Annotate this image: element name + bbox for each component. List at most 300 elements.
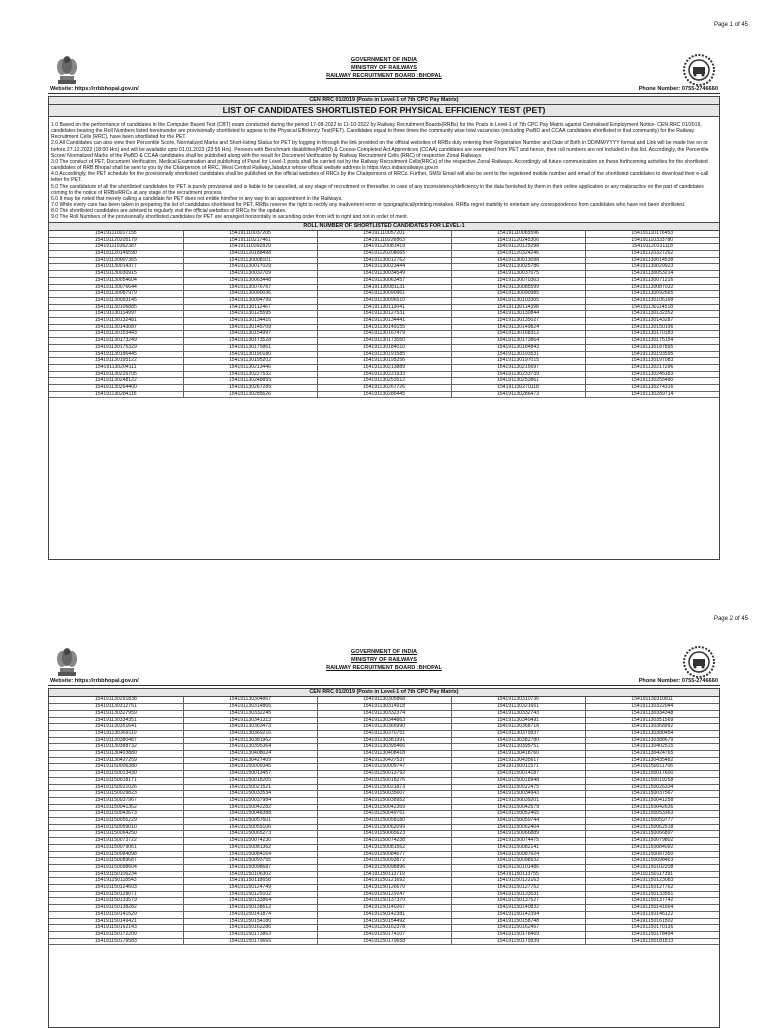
- roll-number-cell: 154191150049761: [317, 811, 451, 818]
- roll-number-cell: 154191150021873: [317, 784, 451, 791]
- roll-number-cell: 154191150113719: [317, 871, 451, 878]
- notice-title: CEN RRC 01/2019 (Posts in Level-1 of 7th CPC Pay Matrix): [49, 689, 719, 697]
- roll-number-cell: 154191130085599: [451, 284, 585, 291]
- roll-number-cell: 154191130435617: [451, 757, 585, 764]
- roll-number-cell: 154191150059744: [451, 818, 585, 825]
- roll-number-cell: 154191150029823: [49, 791, 183, 798]
- roll-number-cell: 154191150162143: [49, 925, 183, 932]
- table-row: [49, 710, 719, 717]
- roll-number-cell: 154191130113041: [317, 304, 451, 311]
- roll-number-cell: 154191130213889: [317, 364, 451, 371]
- document-body: [48, 96, 720, 560]
- roll-number-cell: 154191120245306: [451, 237, 585, 244]
- roll-number-heading: ROLL NUMBER OF SHORTLISTED CANDIDATES FOR LEVEL-1: [49, 223, 719, 231]
- roll-number-cell: 154191130289714: [585, 391, 719, 398]
- roll-number-cell: 154191130388679: [585, 737, 719, 744]
- roll-number-cell: 154191130132352: [585, 311, 719, 318]
- roll-number-cell: 154191150106302: [183, 871, 317, 878]
- roll-number-cell: 154191130285626: [183, 391, 317, 398]
- roll-number-cell: 154191150179665: [183, 938, 317, 945]
- roll-number-cell: 154191130025786: [451, 264, 585, 271]
- roll-number-cell: 154191110176453: [585, 231, 719, 238]
- roll-number-cell: 154191130380454: [585, 730, 719, 737]
- roll-number-cell: 154191130370751: [317, 730, 451, 737]
- roll-number-cell: 154191150087624: [451, 851, 585, 858]
- roll-number-cell: 154191130127531: [317, 311, 451, 318]
- roll-number-cell: 154191150098932: [451, 858, 585, 865]
- roll-number-cell: 154191110226863: [317, 237, 451, 244]
- instruction-7: 7.0 While every care has been taken in preparing the list of candidates shortlisted for PET, RRBs reserve the right to rectify any inadvertent error or typographical/printing mistakes. RRBs regret inability to entertain any correspondence from candidates who have not been shortlisted.: [51, 202, 686, 209]
- roll-number-cell: 154191130184843: [451, 344, 585, 351]
- roll-number-cell: 154191130149824: [451, 324, 585, 331]
- roll-number-cell: 154191130402515: [585, 744, 719, 751]
- page-number: Page 2 of 45: [713, 616, 748, 622]
- roll-number-table: [49, 697, 719, 945]
- roll-number-cell: 154191130248122: [49, 378, 183, 385]
- roll-number-cell: 154191150137370: [317, 898, 451, 905]
- instruction-2: 2.0 All Candidates can also view their Percentile Score, Normalized Marks and Short-listing Status for PET by logging in through the link provided on the official websites of RRBs duly entering their Registration Number and Date of Birth in DD/MM/YYYY format and Link will be made live on or before 27.12.2022 (18:00 Hrs) and will be available upto 01.01.2023 (23:55 Hrs). Persons with Benchmark disabilities(PwBD) & Course Completed Act Apprentices (CCAA) candidates are exempted from PET and hence, their roll numbers are not included in this list. Accordingly, the Percentile Score/ Normalized Marks of the PwBD & CCAA candidates shall be published along with the result for Document Verification by Railway Recruitment Cells (RRC) of respective Zonal Railways.: [51, 140, 709, 159]
- roll-number-cell: 154191130014377: [49, 264, 183, 271]
- roll-number-cell: 154191150033534: [183, 791, 317, 798]
- instruction-6: 6.0 It may be noted that merely calling a candidate for PET does not entitle him/her in any way to an appointment in the Railways.: [51, 195, 343, 202]
- roll-number-cell: 154191130135027: [451, 318, 585, 325]
- instruction-9: 9.0 The Roll Numbers of the provisionally shortlisted candidates for PET are arranged horizontally in ascending order from left to right and not in order of merit.: [51, 214, 409, 221]
- roll-number-cell: 154191130190180: [183, 351, 317, 358]
- roll-number-cell: 154191130424765: [585, 751, 719, 758]
- roll-number-cell: 154191150011706: [585, 764, 719, 771]
- roll-number-cell: 154191150042673: [49, 811, 183, 818]
- roll-number-cell: 154191130435482: [585, 757, 719, 764]
- roll-number-cell: 154191130087032: [585, 284, 719, 291]
- roll-number-cell: 154191150062518: [585, 824, 719, 831]
- roll-number-cell: 154191130173864: [451, 338, 585, 345]
- roll-number-cell: 154191150058180: [317, 818, 451, 825]
- roll-number-cell: 154191130349491: [451, 717, 585, 724]
- roll-number-cell: 154191150127762: [585, 885, 719, 892]
- roll-number-cell: 154191150041258: [585, 797, 719, 804]
- roll-number-cell: 154191150042282: [183, 804, 317, 811]
- roll-number-cell: 154191150149421: [49, 918, 183, 925]
- roll-number-cell: 154191130253512: [317, 378, 451, 385]
- roll-number-cell: 154191130267285: [183, 385, 317, 392]
- roll-number-cell: 154191150179939: [451, 938, 585, 945]
- roll-number-cell: 154191130334348: [585, 710, 719, 717]
- roll-number-cell: 154191150133864: [183, 898, 317, 905]
- roll-number-cell: 154191150074230: [183, 838, 317, 845]
- roll-number-cell: 154191130381962: [183, 737, 317, 744]
- roll-number-cell: 154191150059106: [183, 824, 317, 831]
- roll-number-cell: 154191130332374: [317, 710, 451, 717]
- roll-number-cell: 154191130195202: [183, 358, 317, 365]
- roll-number-cell: 154191130286473: [451, 391, 585, 398]
- roll-number-cell: 154191130255480: [585, 378, 719, 385]
- roll-number-cell: 154191130112467: [183, 304, 317, 311]
- roll-number-cell: 154191150093755: [183, 858, 317, 865]
- roll-number-cell: 154191130092665: [585, 291, 719, 298]
- roll-number-cell: 154191150141664: [585, 905, 719, 912]
- rrb-logo-icon: [682, 645, 716, 679]
- roll-number-cell: 154191130063457: [317, 277, 451, 284]
- roll-number-cell: 154191130093145: [49, 297, 183, 304]
- roll-number-cell: 154191150074475: [451, 838, 585, 845]
- roll-number-cell: 154191150137742: [585, 898, 719, 905]
- roll-number-cell: 154191150062099: [317, 824, 451, 831]
- roll-number-cell: 154191130173249: [49, 338, 183, 345]
- roll-number-cell: 154191130070363: [451, 277, 585, 284]
- roll-number-cell: 154191130063448: [183, 277, 317, 284]
- roll-number-cell: 154191130204111: [49, 364, 183, 371]
- roll-number-cell: 154191110037205: [183, 231, 317, 238]
- roll-number-cell: 154191150021521: [183, 784, 317, 791]
- roll-number-cell: 154191130154997: [183, 331, 317, 338]
- roll-number-cell: 154191130351569: [585, 717, 719, 724]
- roll-number-cell: 154191130150196: [585, 324, 719, 331]
- contact-bar: [48, 85, 720, 94]
- roll-number-cell: 154191150118658: [183, 878, 317, 885]
- roll-number-cell: 154191150178469: [451, 932, 585, 939]
- roll-number-cell: 154191130368718: [451, 724, 585, 731]
- roll-number-cell: 154191150161502: [585, 918, 719, 925]
- roll-number-cell: 154191150084677: [317, 851, 451, 858]
- office-header: [48, 648, 720, 672]
- ministry-title: MINISTRY OF RAILWAYS: [351, 65, 417, 71]
- roll-number-cell: 154191150129247: [317, 891, 451, 898]
- roll-number-cell: 154191150084092: [585, 844, 719, 851]
- roll-number-cell: 154191130197083: [585, 358, 719, 365]
- roll-number-cell: 154191130143287: [585, 318, 719, 325]
- roll-number-cell: 154191130332245: [183, 710, 317, 717]
- roll-number-cell: 154191150162457: [451, 925, 585, 932]
- roll-number-cell: 154191130187895: [585, 344, 719, 351]
- roll-number-cell: 154191150141529: [49, 911, 183, 918]
- roll-number-cell: 154191150118543: [49, 878, 183, 885]
- roll-number-cell: 154191120205179: [49, 237, 183, 244]
- phone-number: Phone Number: 0755-2746660: [638, 86, 718, 92]
- roll-number-cell: 154191130186445: [49, 351, 183, 358]
- roll-number-cell: 154191150101486: [451, 864, 585, 871]
- roll-number-cell: 154191130310811: [585, 697, 719, 704]
- roll-number-cell: 154191130227532: [183, 371, 317, 378]
- roll-number-cell: 154191150084098: [49, 851, 183, 858]
- roll-number-cell: 154191130132481: [49, 318, 183, 325]
- roll-number-cell: 154191150079061: [49, 844, 183, 851]
- roll-number-cell: 154191150098687: [183, 864, 317, 871]
- roll-number-cell: 154191150124603: [49, 885, 183, 892]
- roll-number-cell: 154191150126670: [317, 885, 451, 892]
- roll-number-cell: 154191150138282: [49, 905, 183, 912]
- roll-number-cell: 154191130114518: [585, 304, 719, 311]
- roll-number-cell: 154191150062404: [451, 824, 585, 831]
- roll-number-cell: 154191130388732: [49, 744, 183, 751]
- roll-number-cell: 154191130233739: [451, 371, 585, 378]
- roll-number-cell: 154191130007365: [49, 257, 183, 264]
- roll-number-cell: 154191130395364: [183, 744, 317, 751]
- roll-number-cell: 154191130332743: [451, 710, 585, 717]
- roll-number-cell: 154191130014538: [585, 257, 719, 264]
- roll-number-cell: 154191130380487: [49, 737, 183, 744]
- roll-number-cell: 154191130327959: [49, 710, 183, 717]
- roll-number-cell: 154191130322044: [585, 704, 719, 711]
- roll-number-cell: 154191130094799: [183, 297, 317, 304]
- roll-number-cell: 154191150098896: [317, 864, 451, 871]
- roll-number-cell: 154191130379937: [451, 730, 585, 737]
- roll-number-cell: 154191120188498: [183, 251, 317, 258]
- roll-number-cell: 154191130363473: [183, 724, 317, 731]
- roll-number-cell: 154191150041362: [49, 804, 183, 811]
- roll-number-cell: 154191150059010: [49, 824, 183, 831]
- roll-number-cell: 154191150079802: [585, 838, 719, 845]
- roll-number-cell: 154191150074238: [317, 838, 451, 845]
- roll-number-cell: 154191150009747: [317, 764, 451, 771]
- instruction-4: 4.0 Accordingly, the PET schedule for the provisionally shortlisted candidates shall be published on the official websites of RRCs by the Chairpersons of RRCs. Further, SMS/ Email will also be sent to the registered mobile number and email of the shortlisted candidates to download their e-call letter for PET.: [51, 171, 709, 184]
- roll-number-cell: 154191150039201: [451, 797, 585, 804]
- roll-number-cell: 154191150021026: [49, 784, 183, 791]
- roll-number-cell: 154191150084164: [183, 851, 317, 858]
- roll-number-cell: 154191130369110: [49, 730, 183, 737]
- roll-number-cell: 154191150138612: [183, 905, 317, 912]
- website-link[interactable]: Website: https://rrbbhopal.gov.in/: [50, 86, 139, 92]
- roll-number-cell: 154191150154180: [183, 918, 317, 925]
- roll-number-cell: 154191130264400: [49, 385, 183, 392]
- roll-number-cell: 154191130197015: [451, 358, 585, 365]
- roll-number-cell: 154191150006380: [49, 764, 183, 771]
- roll-number-cell: 154191150123083: [585, 878, 719, 885]
- roll-number-cell: 154191130305868: [317, 697, 451, 704]
- roll-number-cell: 154191130081131: [317, 284, 451, 291]
- roll-number-cell: 154191130090961: [317, 291, 451, 298]
- roll-number-cell: 154191120327262: [585, 251, 719, 258]
- roll-number-cell: 154191130030915: [49, 271, 183, 278]
- roll-number-cell: 154191150181813: [585, 938, 719, 945]
- roll-number-cell: 154191150102208: [585, 864, 719, 871]
- document-page-2: [48, 600, 748, 1024]
- roll-number-cell: 154191150158748: [451, 918, 585, 925]
- roll-number-cell: 154191130076644: [49, 284, 183, 291]
- instruction-5: 5.0 The candidature of all the shortlisted candidates for PET is purely provisional and is liable to be cancelled, at any stage of recruitment or thereafter, in case of any inconsistency/deficiency in the data furnished by them in their online application or any malpractice on the part of candidates coming to the notice of RRBs/RRCs at any stage of the recruitment process.: [51, 183, 704, 196]
- roll-number-cell: 154191110392829: [183, 244, 317, 251]
- roll-number-cell: 154191130090985: [451, 291, 585, 298]
- gov-title: GOVERNMENT OF INDIA: [350, 649, 418, 655]
- roll-number-cell: 154191150170136: [585, 925, 719, 932]
- roll-number-cell: 154191150098463: [585, 858, 719, 865]
- roll-number-cell: 154191130231933: [317, 371, 451, 378]
- roll-number-cell: 154191130149155: [317, 324, 451, 331]
- roll-number-cell: 154191130167479: [317, 331, 451, 338]
- instructions: [49, 117, 719, 223]
- page-number: Page 1 of 45: [713, 22, 748, 28]
- roll-number-cell: 154191150065623: [317, 831, 451, 838]
- roll-number-cell: 154191150018948: [451, 777, 585, 784]
- table-row: [49, 938, 719, 945]
- roll-number-cell: 154191150129102: [183, 891, 317, 898]
- roll-number-cell: 154191120208665: [317, 251, 451, 258]
- roll-number-cell: 154191150089687: [49, 858, 183, 865]
- roll-number-cell: 154191130248855: [183, 378, 317, 385]
- roll-number-cell: 154191150122163: [451, 878, 585, 885]
- rrb-logo-icon: [682, 53, 716, 87]
- roll-number-cell: 154191110217461: [183, 237, 317, 244]
- instruction-3: 3.0 The conduct of PET, Document Verification, Medical Examination and publishing of Panel for Level-1 posts shall be carried out by the Railway Recruitment Cells(RRCs) of the respective Zonal Railways. Accordingly all future communication on these forthcoming activities for the shortlisted candidates of RRB Bhopal shall be sent to you by the Chairperson of RRC, West Central Railway,Jabalpur whose official website address is https://wcr.indianrailways.gov.in: [51, 158, 708, 172]
- roll-number-cell: 154191150066897: [585, 831, 719, 838]
- roll-number-cell: 154191150042369: [317, 804, 451, 811]
- roll-number-cell: 154191150013792: [317, 771, 451, 778]
- roll-number-cell: 154191150178494: [585, 932, 719, 939]
- roll-number-cell: 154191130253861: [451, 378, 585, 385]
- roll-number-cell: 154191130145709: [183, 324, 317, 331]
- roll-number-cell: 154191150142381: [317, 911, 451, 918]
- roll-number-cell: 154191150037567: [585, 791, 719, 798]
- roll-number-cell: 154191150106234: [49, 871, 183, 878]
- roll-number-cell: 154191130184010: [317, 344, 451, 351]
- roll-number-cell: 154191130267726: [317, 385, 451, 392]
- roll-number-cell: 154191150013430: [49, 771, 183, 778]
- roll-number-cell: 154191150087350: [585, 851, 719, 858]
- roll-number-cell: 154191120081419: [317, 244, 451, 251]
- instruction-8: 8.0 The shortlisted candidates are advised to regularly visit the official websites of RRCs for the updates.: [51, 208, 287, 215]
- roll-number-cell: 154191150179658: [317, 938, 451, 945]
- roll-number-cell: 154191130291838: [49, 697, 183, 704]
- roll-number-cell: 154191150140267: [317, 905, 451, 912]
- roll-number-cell: 154191130215697: [451, 364, 585, 371]
- roll-number-cell: 154191150011571: [451, 764, 585, 771]
- board-title: RAILWAY RECRUITMENT BOARD :BHOPAL: [326, 73, 442, 79]
- website-link[interactable]: Website: https://rrbbhopal.gov.in/: [50, 678, 139, 684]
- roll-number-cell: 154191150133579: [49, 898, 183, 905]
- roll-number-cell: 154191130076767: [183, 284, 317, 291]
- roll-number-cell: 154191120131118: [585, 244, 719, 251]
- roll-number-cell: 154191130408024: [183, 751, 317, 758]
- roll-number-cell: 154191150026334: [585, 784, 719, 791]
- contact-bar: [48, 677, 720, 686]
- roll-number-cell: 154191120145590: [49, 251, 183, 258]
- roll-number-cell: 154191130143087: [49, 324, 183, 331]
- roll-number-cell: 154191130087979: [49, 291, 183, 298]
- roll-number-cell: 154191130071216: [585, 277, 719, 284]
- roll-number-cell: 154191130096510: [317, 297, 451, 304]
- roll-number-cell: 154191130106885: [49, 304, 183, 311]
- ministry-title: MINISTRY OF RAILWAYS: [351, 657, 417, 663]
- roll-number-cell: 154191150053363: [585, 811, 719, 818]
- roll-number-cell: 154191130284116: [49, 391, 183, 398]
- roll-number-cell: 154191150113755: [451, 871, 585, 878]
- roll-number-cell: 154191130130844: [451, 311, 585, 318]
- document-body: [48, 688, 720, 1028]
- table-row: [49, 391, 719, 398]
- roll-number-cell: 154191150014187: [451, 771, 585, 778]
- roll-number-table: [49, 231, 719, 399]
- roll-number-cell: 154191130193595: [585, 351, 719, 358]
- roll-number-cell: 154191150065273: [183, 831, 317, 838]
- roll-number-cell: 154191130195122: [49, 358, 183, 365]
- roll-number-cell: 154191150018276: [317, 777, 451, 784]
- roll-number-cell: 154191150117391: [585, 871, 719, 878]
- roll-number-cell: 154191150162378: [317, 925, 451, 932]
- roll-number-cell: 154191150081562: [317, 844, 451, 851]
- roll-number-cell: 154191150042636: [585, 804, 719, 811]
- roll-number-cell: 154191150174107: [317, 932, 451, 939]
- roll-number-cell: 154191150034943: [451, 791, 585, 798]
- roll-number-cell: 154191110057201: [317, 231, 451, 238]
- roll-number-cell: 154191150066889: [451, 831, 585, 838]
- roll-number-cell: 154191130054604: [49, 277, 183, 284]
- roll-number-cell: 154191150022475: [451, 784, 585, 791]
- roll-number-cell: 154191130114398: [451, 304, 585, 311]
- roll-number-cell: 154191130382780: [451, 737, 585, 744]
- roll-number-cell: 154191130134441: [317, 318, 451, 325]
- roll-number-cell: 154191130090036: [183, 291, 317, 298]
- office-header: [48, 56, 720, 80]
- roll-number-cell: 154191130053214: [585, 271, 719, 278]
- roll-number-cell: 154191130008101: [183, 257, 317, 264]
- roll-number-cell: 154191110333780: [585, 237, 719, 244]
- roll-number-cell: 154191130114997: [49, 311, 183, 318]
- roll-number-cell: 154191130418760: [451, 751, 585, 758]
- roll-number-cell: 154191150137527: [451, 898, 585, 905]
- roll-number-cell: 154191130213446: [183, 364, 317, 371]
- roll-number-cell: 154191130032709: [183, 271, 317, 278]
- roll-number-cell: 154191130170183: [585, 331, 719, 338]
- roll-number-cell: 154191130312751: [49, 704, 183, 711]
- roll-number-cell: 154191130274316: [585, 385, 719, 392]
- roll-number-cell: 154191110065596: [451, 231, 585, 238]
- roll-number-cell: 154191130103305: [451, 297, 585, 304]
- roll-number-cell: 154191150064250: [49, 831, 183, 838]
- roll-number-cell: 154191150082141: [451, 844, 585, 851]
- board-title: RAILWAY RECRUITMENT BOARD :BHOPAL: [326, 665, 442, 671]
- roll-number-cell: 154191130195256: [317, 358, 451, 365]
- roll-number-cell: 154191110017155: [49, 231, 183, 238]
- roll-number-cell: 154191130013098: [451, 257, 585, 264]
- roll-number-cell: 154191130034549: [317, 271, 451, 278]
- roll-number-cell: 154191150035607: [317, 791, 451, 798]
- roll-number-cell: 154191130314918: [317, 704, 451, 711]
- roll-number-cell: 154191130173550: [317, 338, 451, 345]
- roll-number-cell: 154191130017029: [183, 264, 317, 271]
- roll-number-cell: 154191130175329: [49, 344, 183, 351]
- roll-number-cell: 154191150162286: [183, 925, 317, 932]
- roll-number-cell: 154191130344863: [317, 717, 451, 724]
- roll-number-cell: 154191130153443: [49, 331, 183, 338]
- roll-number-cell: 154191150048388: [183, 811, 317, 818]
- roll-number-cell: 154191150017600: [585, 771, 719, 778]
- roll-number-cell: 154191150133531: [451, 891, 585, 898]
- roll-number-cell: 154191130427259: [49, 757, 183, 764]
- roll-number-cell: 154191130408418: [317, 751, 451, 758]
- roll-number-cell: 154191130029923: [585, 264, 719, 271]
- roll-number-cell: 154191130304867: [183, 697, 317, 704]
- roll-number-cell: 154191150098604: [49, 864, 183, 871]
- roll-number-cell: 154191130381991: [317, 737, 451, 744]
- roll-number-cell: 154191130245183: [585, 371, 719, 378]
- roll-number-cell: 154191130286445: [317, 391, 451, 398]
- roll-number-cell: 154191130175861: [183, 344, 317, 351]
- roll-number-cell: 154191130226705: [49, 371, 183, 378]
- roll-number-cell: 154191130173528: [183, 338, 317, 345]
- list-title: LIST OF CANDIDATES SHORTLISTED FOR PHYSICAL EFFICIENCY TEST (PET): [49, 105, 719, 117]
- roll-number-cell: 154191130037075: [451, 271, 585, 278]
- notice-title: CEN RRC 01/2019 (Posts in Level-1 of 7th CPC Pay Matrix): [49, 97, 719, 105]
- roll-number-cell: 154191150093872: [317, 858, 451, 865]
- roll-number-cell: 154191130314865: [183, 704, 317, 711]
- roll-number-cell: 154191130321661: [451, 704, 585, 711]
- roll-number-cell: 154191150055229: [49, 818, 183, 825]
- roll-number-cell: 154191150018171: [49, 777, 183, 784]
- roll-number-cell: 154191150037984: [183, 797, 317, 804]
- roll-number-cell: 154191130106168: [585, 297, 719, 304]
- roll-number-cell: 154191120324246: [451, 251, 585, 258]
- phone-number: Phone Number: 0755-2746660: [638, 678, 718, 684]
- roll-number-cell: 154191150037967: [49, 797, 183, 804]
